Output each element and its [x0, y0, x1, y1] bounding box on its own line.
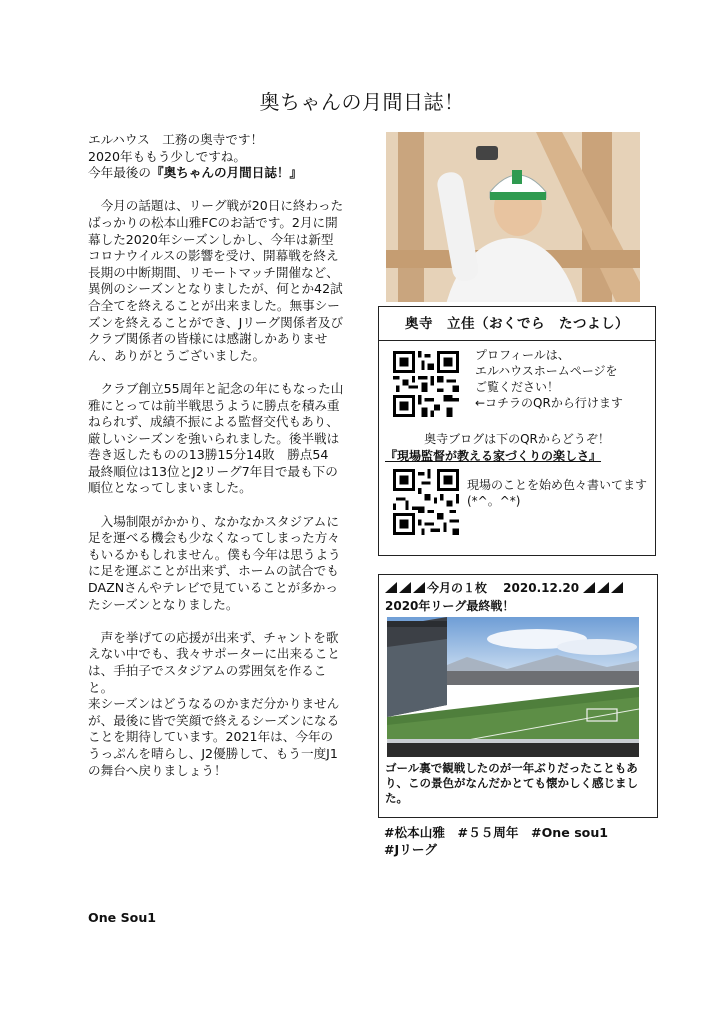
blog-text: 現場のことを始め色々書いてます(*^。^*) — [467, 478, 648, 508]
triangle-icon — [413, 582, 425, 593]
hashtag-line: #松本山雅 #５５周年 #One sou1 — [384, 825, 609, 840]
hashtags — [384, 824, 608, 858]
triangle-icon — [399, 582, 411, 593]
triangle-icon — [597, 582, 609, 593]
article-body — [88, 132, 344, 796]
page-title: 奥ちゃんの月間日誌！ — [259, 90, 465, 114]
triangle-icon — [385, 582, 397, 593]
profile-photo — [386, 132, 640, 302]
triangle-icon — [583, 582, 595, 593]
photo-of-month-subtitle: 2020年リーグ最終戦！ — [385, 599, 515, 613]
profile-text-line: ご覧ください！ — [475, 380, 560, 394]
photo-of-month-heading — [385, 579, 625, 596]
profile-text — [475, 347, 623, 411]
photo-of-month-title: 今月の１枚 2020.12.20 — [427, 581, 580, 595]
intro — [88, 132, 344, 182]
paragraph-2: クラブ創立55周年と記念の年にもなった山雅にとっては前半戦思うように勝点を積み重ねられず、成績不振による監督交代もあり、厳しいシーズンを強いられました。後半戦は巻き返したものの13勝15分14敗 勝点54 最終順位は13位とJ2リーグ7年目で最も下の順位となってしまいました。 — [88, 380, 344, 496]
profile-name: 奥寺 立佳（おくでら たつよし） — [379, 307, 655, 341]
intro-line-3-bold: 『奥ちゃんの月間日誌！』 — [150, 165, 303, 181]
intro-line-2: 2020年ももう少しですね。 — [88, 148, 246, 164]
triangle-icon — [611, 582, 623, 593]
signoff: One Sou1 — [88, 910, 157, 925]
photo-of-month-caption: ゴール裏で観戦したのが一年ぶりだったこともあり、この景色がなんだかとても懐かしく感じました。 — [385, 761, 638, 805]
paragraph-3: 入場制限がかかり、なかなかスタジアムに足を運べる機会も少なくなってしまった方々もいるかもしれません。僕も今年は思うように足を運ぶことが出来ず、ホームの試合でもDAZNさんやテレビで見ていることが多かったシーズンとなりました。 — [88, 513, 341, 612]
profile-text-line: プロフィールは、 — [475, 348, 570, 362]
paragraph-1: 今月の話題は、リーグ戦が20日に終わったばっかりの松本山雅FCのお話です。2月に開幕した2020年シーズンしかし、今年は新型コロナウイルスの影響を受け、開幕戦を終え長期の中断期間、リモートマッチ開催など、異例のシーズンとなりましたが、何とか42試合全てを終えることが出来ました。無事シーズンを終えることができ、Jリーグ関係者及びクラブ関係者の皆様には感謝しかありません、ありがとうございました。 — [88, 198, 344, 363]
stadium-photo — [387, 617, 639, 757]
blog-heading: 奥寺ブログは下のQRからどうぞ！ — [424, 432, 610, 446]
blog-title-link[interactable]: 『現場監督が教える家づくりの楽しさ』 — [385, 449, 602, 463]
profile-card — [378, 306, 656, 556]
intro-line-1: エルハウス 工務の奥寺です！ — [88, 132, 264, 147]
hashtag-line: #Jリーグ — [384, 842, 438, 857]
paragraph-4: 声を挙げての応援が出来ず、チャントを歌えない中でも、我々サポーターに出来ることは、手拍子でスタジアムの雰囲気を作ること。 来シーズンはどうなるのかまだ分かりませんが、最後に皆で笑顔で終えるシーズンになることを期待しています。2021年は、今年のうっぷんを晴らし、J2優勝して、もう一度J1の舞台へ戻りましょう！ — [88, 629, 340, 778]
profile-text-line: ←コチラのQRから行けます — [475, 396, 623, 410]
intro-line-3-prefix: 今年最後の — [88, 165, 151, 181]
profile-text-line: エルハウスホームページを — [475, 364, 618, 378]
qr-code-profile-icon[interactable] — [393, 351, 459, 417]
photo-of-month-card — [378, 574, 658, 818]
qr-code-blog-icon[interactable] — [393, 469, 459, 535]
